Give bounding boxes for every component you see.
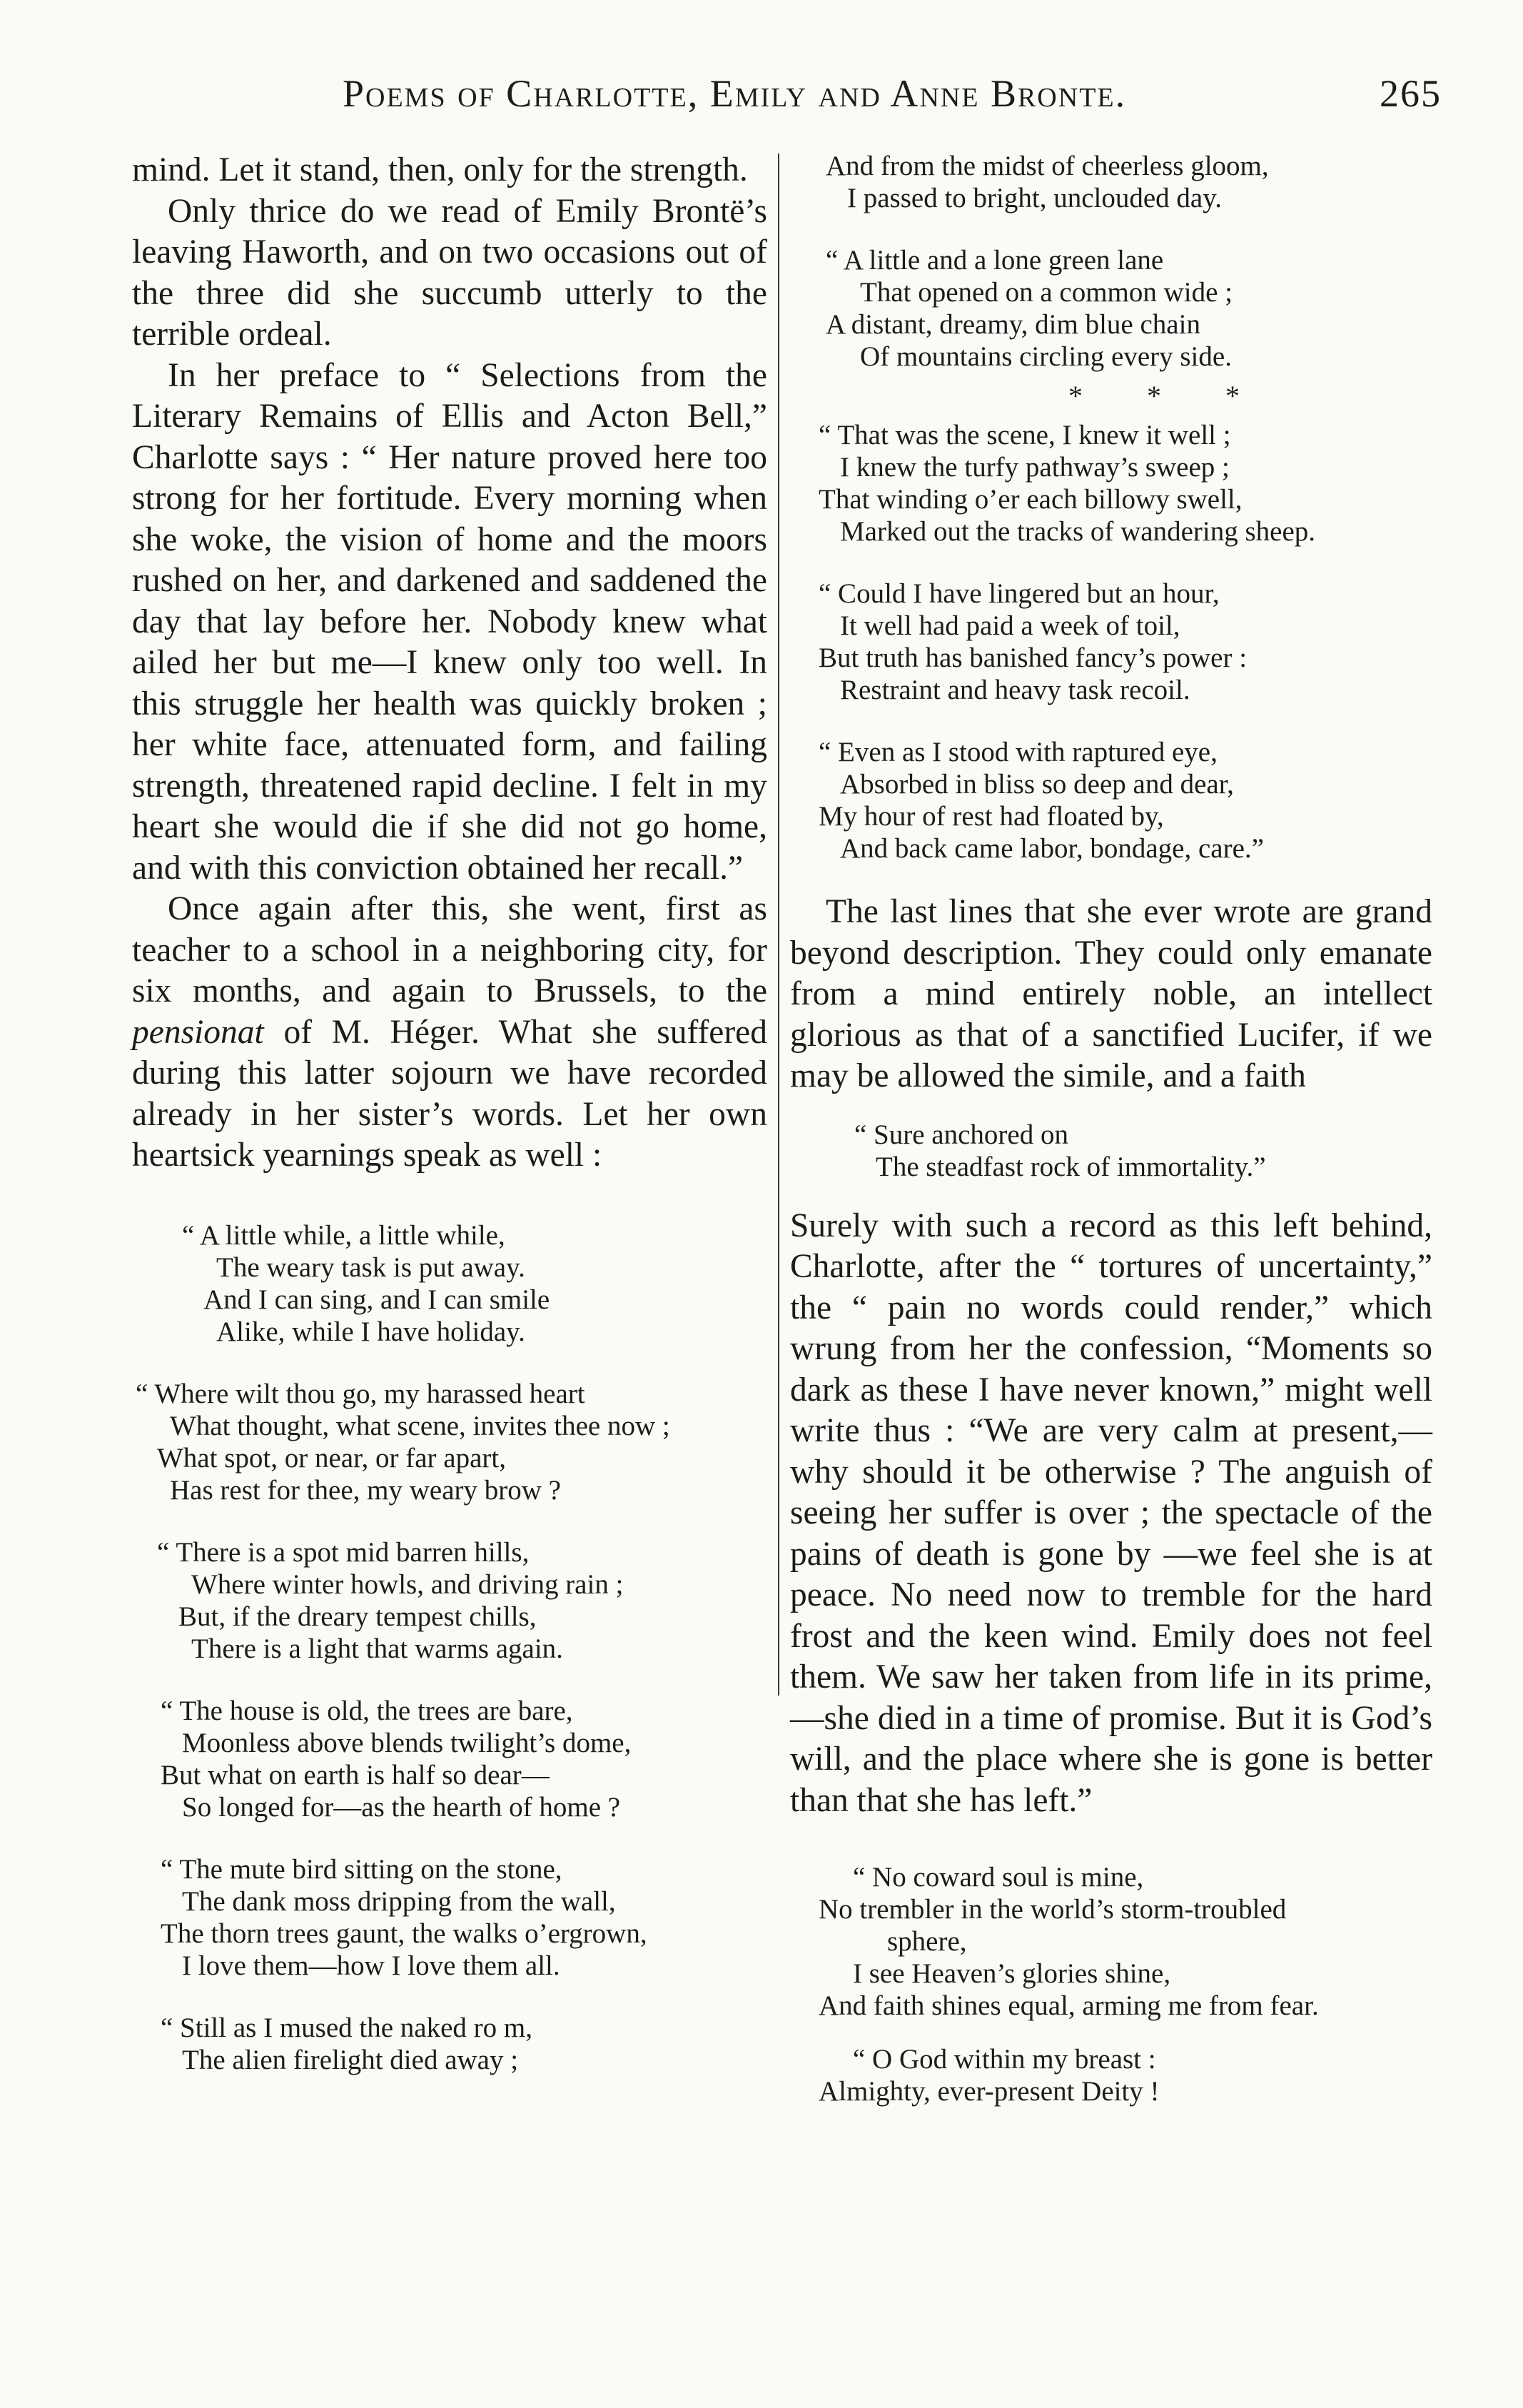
italic-term: pensionat: [132, 1013, 264, 1051]
paragraph: The last lines that she ever wrote are grand beyond description. They could only emanate from a mind entirely noble, an intellect glorious as that of a sanctified Lucifer, if we may be allowed the simile, and a faith: [790, 893, 1432, 1094]
verse-line: A distant, dreamy, dim blue chain: [826, 309, 1200, 340]
verse-line: Alike, while I have holiday.: [216, 1316, 525, 1347]
verse-line: I knew the turfy pathway’s sweep ;: [840, 452, 1230, 483]
verse-line: Absorbed in bliss so deep and dear,: [840, 769, 1234, 800]
verse-line: I passed to bright, unclouded day.: [847, 183, 1222, 213]
verse-line: “ Where wilt thou go, my harassed heart: [136, 1378, 585, 1409]
verse-line: “ O God within my breast :: [853, 2044, 1156, 2075]
verse-line: “ The house is old, the trees are bare,: [161, 1695, 573, 1726]
verse-line: But, if the dreary tempest chills,: [178, 1601, 537, 1632]
verse-line: “ Could I have lingered but an hour,: [819, 578, 1220, 609]
verse-line: The dank moss dripping from the wall,: [182, 1885, 616, 1917]
poem-stanza: [790, 244, 1432, 373]
verse-line: The steadfast rock of immortality.”: [876, 1151, 1266, 1182]
verse-line: The alien firelight died away ;: [182, 2044, 519, 2075]
verse-line: “ Sure anchored on: [854, 1119, 1068, 1150]
verse-line: But truth has banished fancy’s power :: [819, 643, 1248, 673]
verse-line: The thorn trees gaunt, the walks o’ergrown,: [161, 1918, 647, 1949]
paragraph: In her preface to “ Selections from the Literary Remains of Ellis and Acton Bell,” Charlotte says : “ Her nature proved here too strong for her fortitude. Every morning when she woke, the vision of home and the moors rushed on her, and darkened and saddened the day that lay before her. Nobody knew what ailed her but me—I knew only too well. In this struggle her health was quickly broken ; her white face, attenuated form, and failing strength, threatened rapid decline. I felt in my heart she would die if she did not go home, and with this conviction obtained her recall.”: [132, 356, 767, 887]
verse-line: Marked out the tracks of wandering sheep.: [840, 516, 1316, 547]
poem-stanza: [132, 1378, 767, 1506]
right-column: [790, 150, 1432, 2107]
paragraph: mind. Let it stand, then, only for the strength.: [132, 151, 748, 188]
poem-stanza: [790, 1861, 1432, 2022]
verse-line: “ The mute bird sitting on the stone,: [161, 1853, 562, 1885]
verse-line: My hour of rest had floated by,: [819, 801, 1164, 832]
verse-line: That opened on a common wide ;: [860, 277, 1233, 308]
verse-line: “ Still as I mused the naked ro m,: [161, 2012, 532, 2043]
poem-stanza: [790, 736, 1432, 865]
paragraph: Once again after this, she went, first as teacher to a school in a neighboring city, for six months, and again to Brussels, to the pensionat of M. Héger. What she suffered during this latter sojourn we have recorded already in her sister’s words. Let her own heartsick yearnings speak as well :: [132, 890, 768, 1174]
star-ornament: *: [1147, 380, 1161, 412]
verse-line: Where winter howls, and driving rain ;: [191, 1568, 624, 1600]
verse-line: “ That was the scene, I knew it well ;: [819, 420, 1231, 450]
verse-line: It well had paid a week of toil,: [840, 610, 1180, 641]
verse-line: Of mountains circling every side.: [860, 341, 1232, 372]
verse-line: “ Even as I stood with raptured eye,: [819, 737, 1218, 767]
verse-line: There is a light that warms again.: [191, 1633, 563, 1664]
verse-line: Restraint and heavy task recoil.: [840, 675, 1190, 705]
quote-block: [790, 1119, 1432, 1183]
verse-line: What thought, what scene, invites thee now ;: [170, 1410, 670, 1441]
verse-line: “ There is a spot mid barren hills,: [157, 1536, 530, 1568]
page-number: 265: [1380, 72, 1442, 115]
verse-line: So longed for—as the hearth of home ?: [182, 1791, 621, 1823]
column-divider: [778, 153, 779, 1696]
verse-line: No trembler in the world’s storm-troubled: [819, 1894, 1287, 1925]
verse-line: And faith shines equal, arming me from fear.: [819, 1990, 1319, 2021]
poem-stanza: [132, 1695, 767, 1823]
verse-line: What spot, or near, or far apart,: [157, 1442, 506, 1473]
star-ornament: *: [1225, 380, 1240, 412]
verse-line: sphere,: [887, 1926, 967, 1957]
poem-stanza: [790, 578, 1432, 706]
running-title: Poems of Charlotte, Emily and Anne Bronte.: [343, 72, 1127, 115]
verse-line: I love them—how I love them all.: [182, 1950, 560, 1981]
verse-line: I see Heaven’s glories shine,: [853, 1958, 1171, 1989]
left-column: [132, 150, 767, 2076]
poem-stanza: [132, 2012, 767, 2076]
verse-line: And I can sing, and I can smile: [203, 1284, 550, 1315]
verse-line: “ A little while, a little while,: [182, 1219, 505, 1251]
verse-line: Has rest for thee, my weary brow ?: [170, 1474, 561, 1506]
running-header: [343, 71, 1442, 129]
verse-line: And back came labor, bondage, care.”: [840, 833, 1264, 864]
star-ornament: *: [1068, 380, 1083, 412]
verse-line: The weary task is put away.: [216, 1251, 525, 1283]
paragraph: Only thrice do we read of Emily Brontë’s leaving Haworth, and on two occasions out of the three did she succumb utterly to the terrible ordeal.: [132, 192, 767, 353]
poem-stanza: [790, 419, 1432, 548]
verse-line: Moonless above blends twilight’s dome,: [182, 1727, 632, 1758]
verse-line: Almighty, ever-present Deity !: [819, 2076, 1160, 2107]
poem-stanza: [132, 1853, 767, 1982]
poem-stanza: [132, 1219, 767, 1348]
verse-line: But what on earth is half so dear—: [161, 1759, 550, 1790]
verse-line: And from the midst of cheerless gloom,: [826, 151, 1269, 181]
poem-stanza: [132, 1536, 767, 1665]
verse-line: “ A little and a lone green lane: [826, 245, 1164, 276]
poem-stanza: [790, 150, 1432, 214]
paragraph: Surely with such a record as this left behind, Charlotte, after the “ tortures of uncertainty,” the “ pain no words could render,” which wrung from her the confession, “Moments so dark as these I have never known,” might well write thus : “We are very calm at present,—why should it be otherwise ? The anguish of seeing her suffer is over ; the spectacle of the pains of death is gone by —we feel she is at peace. No need now to tremble for the hard frost and the keen wind. Emily does not feel them. We saw her taken from life in its prime,—she died in a time of promise. But it is God’s will, and the place where she is gone is better than that she has left.”: [790, 1206, 1432, 1819]
section-stars: [790, 380, 1432, 412]
poem-stanza: [790, 2043, 1432, 2107]
verse-line: That winding o’er each billowy swell,: [819, 484, 1243, 515]
verse-line: “ No coward soul is mine,: [853, 1862, 1144, 1893]
